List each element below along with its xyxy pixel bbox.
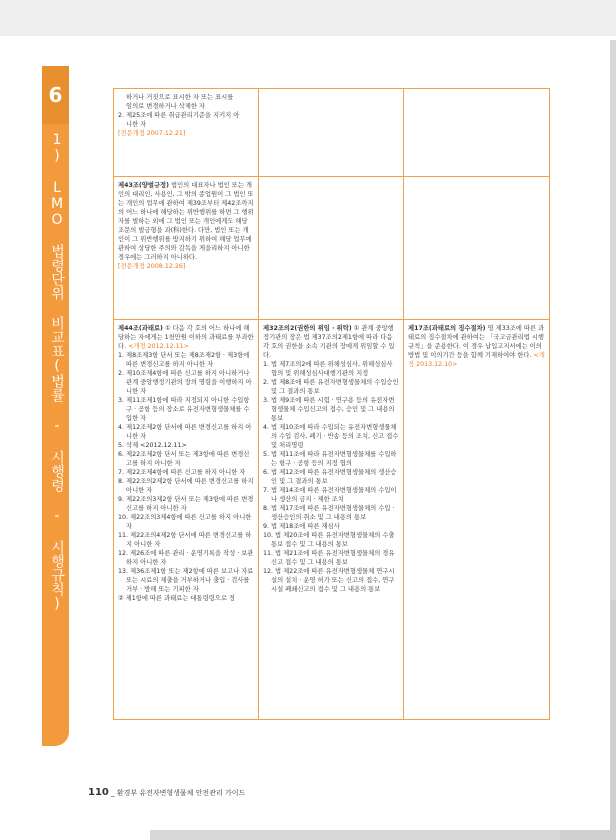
row1-line: 임의로 변경하거나 삭제한 자 — [126, 103, 205, 110]
page-number: 110 — [88, 787, 109, 798]
row2-amendment-note: [전문개정 2008.12.26] — [118, 263, 186, 270]
row3-law-cell — [114, 320, 259, 720]
chapter-title: 1) LMO 법령단위 비교표(법률 - 시행령 - 시행규칙) — [49, 132, 65, 612]
list-item: 9. 제22조의3제2항 단서 또는 제3항에 따른 변경신고를 하지 아니한 자 — [118, 496, 254, 512]
article-43-text: 법인의 대표자나 법인 또는 개인의 대리인, 사용인, 그 밖의 종업원이 그 법인 또는 개인의 업무에 관하여 제39조부터 제42조까지의 어느 하나에 해당하는 위반행위를 하면 그 행위자를 벌하는 외에 그 법인 또는 개인에게도 해당 조문의 벌금형을 과(科)한다. 다만, 법인 또는 개인이 그 위반행위를 방지하기 위하여 해당 업무에 관하여 상당한 주의와 감독을 게을리하지 아니한 경우에는 그러하지 아니하다. — [118, 182, 254, 261]
article-44-heading: 제44조(과태료) — [118, 325, 163, 332]
row1-decree-cell — [259, 89, 404, 177]
article-32-2-heading: 제32조의2(권한의 위임 · 위탁) — [263, 325, 352, 332]
top-background-band — [0, 0, 616, 36]
article-43-heading: 제43조(양벌규정) — [118, 182, 170, 189]
footer-title: _ 환경부 유전자변형생물체 안전관리 가이드 — [111, 789, 246, 797]
list-item: 13. 제36조제1항 또는 제2항에 따른 보고나 자료 또는 시료의 제출을 거부하거나 출입 · 검사를 거부 · 방해 또는 기피한 자 — [118, 568, 254, 593]
row2-law-cell — [114, 177, 259, 320]
chapter-number: 6 — [42, 66, 69, 124]
page-footer — [88, 787, 245, 798]
list-item: 7. 제22조제4항에 따른 신고를 하지 아니한 자 — [118, 469, 246, 476]
list-item: 1. 제8조제3항 단서 또는 제8조제2항 · 제3항에 따른 변경신고를 하지 아니한 자 — [118, 352, 250, 368]
list-item: 2. 제10조제4항에 따른 신고를 하지 아니하거나 관계 중앙행정기관의 장의 명령을 이행하지 아니한 자 — [118, 370, 252, 395]
list-item: 3. 제11조제1항에 따라 지정되지 아니한 수입항구 · 공항 등의 장소로 유전자변형생물체를 수입한 자 — [118, 397, 250, 422]
list-item: 11. 법 제21조에 따른 유전자변형생물체의 경유신고 접수 및 그 내용의 통보 — [263, 550, 395, 566]
list-item: 4. 법 제10조에 따라 수입되는 유전자변형생물체의 수입 검사, 폐기 · 반송 등의 조치, 신고 접수 및 처리명령 — [263, 424, 399, 449]
row1-line: 2. 제25조에 따른 취급관리기준을 지키지 아 — [118, 112, 240, 119]
row3-decree-cell — [259, 320, 404, 720]
article-44-amend: <개정 2012.12.11> — [128, 343, 189, 350]
article-17-amend: <개정 2013.12.10> — [408, 352, 545, 368]
table-row — [114, 89, 550, 177]
list-item: 12. 제26조에 따른 관리 · 운영기록을 작성 · 보관하지 아니한 자 — [118, 550, 254, 566]
list-item: 4. 제12조제2항 단서에 따른 변경신고를 하지 아니한 자 — [118, 424, 252, 440]
article-32-2-items — [263, 360, 399, 594]
table-row — [114, 320, 550, 720]
article-44-intro: ① 다음 각 호의 어느 하나에 해당하는 자에게는 1천만원 이하의 과태료를 부과한다. — [118, 325, 254, 350]
list-item: 10. 법 제20조에 따른 유전자변형생물체의 수출통보 접수 및 그 내용의 통보 — [263, 532, 395, 548]
list-item: 12. 법 제22조에 따른 유전자변형생물체 연구시설의 설치 · 운영 허가 또는 신고의 접수, 연구시설 폐쇄신고의 접수 및 그 내용의 통보 — [263, 568, 395, 593]
list-item: 11. 제22조의4제2항 단서에 따른 변경신고를 하지 아니한 자 — [118, 532, 252, 548]
list-item: 8. 제22조의2제2항 단서에 따른 변경신고를 하지 아니한 자 — [118, 478, 254, 494]
list-item: 10. 제22조의3제4항에 따른 신고를 하지 아니한 자 — [118, 514, 252, 530]
row1-amendment-note: [전문개정 2007.12.21] — [118, 130, 186, 137]
table-row — [114, 177, 550, 320]
list-item: 7. 법 제14조에 따른 유전자변형생물체의 수입이나 생산의 금지 · 제한 조치 — [263, 487, 397, 503]
list-item: 8. 법 제17조에 따른 유전자변형생물체의 수입 · 생산승인의 취소 및 그 내용의 통보 — [263, 505, 395, 521]
row1-line: 니한 자 — [126, 121, 147, 128]
law-comparison-table — [113, 88, 550, 720]
row2-decree-cell — [259, 177, 404, 320]
row1-law-cell — [114, 89, 259, 177]
list-item: 6. 제22조제2항 단서 또는 제3항에 따른 변경신고를 하지 아니한 자 — [118, 451, 250, 467]
article-17-text: 영 제33조에 따른 과태료의 징수절차에 관하여는 「국고금관리법 시행규칙」을 준용한다. 이 경우 납입고지서에는 이의방법 및 이의기간 등을 함께 기재하여야 한다. — [408, 325, 545, 359]
list-item: 5. 법 제11조에 따라 유전자변형생물체를 수입하는 항구 · 공항 등의 지정 협의 — [263, 451, 397, 467]
article-17-heading: 제17조(과태료의 징수절차) — [408, 325, 486, 332]
row3-rule-cell — [404, 320, 550, 720]
article-44-items — [118, 351, 254, 603]
list-item: ② 제1항에 따른 과태료는 대통령령으로 정 — [118, 595, 235, 602]
list-item: 2. 법 제8조에 따른 유전자변형생물체의 수입승인 및 그 결과의 통보 — [263, 379, 399, 395]
row1-rule-cell — [404, 89, 550, 177]
list-item: 3. 법 제9조에 따른 시험 · 연구용 등의 유전자변형생물체 수입신고의 접수, 승인 및 그 내용의 통보 — [263, 397, 395, 422]
row2-rule-cell — [404, 177, 550, 320]
list-item: 5. 삭제 <2012.12.11> — [118, 442, 187, 449]
row1-line: 하거나 거짓으로 표시한 자 또는 표시를 — [126, 94, 234, 101]
list-item: 9. 법 제18조에 따른 재심사 — [263, 523, 340, 530]
list-item: 6. 법 제12조에 따른 유전자변형생물체의 생산승인 및 그 결과의 통보 — [263, 469, 397, 485]
article-32-2-intro: ① 관계 중앙행정기관의 장은 법 제37조의2제1항에 따라 다음 각 호의 권한을 소속 기관의 장에게 위임할 수 있다. — [263, 325, 395, 359]
list-item: 1. 법 제7조의2에 따른 위해성심사, 위해성심사 협의 및 위해성심사대행기관의 지정 — [263, 361, 393, 377]
